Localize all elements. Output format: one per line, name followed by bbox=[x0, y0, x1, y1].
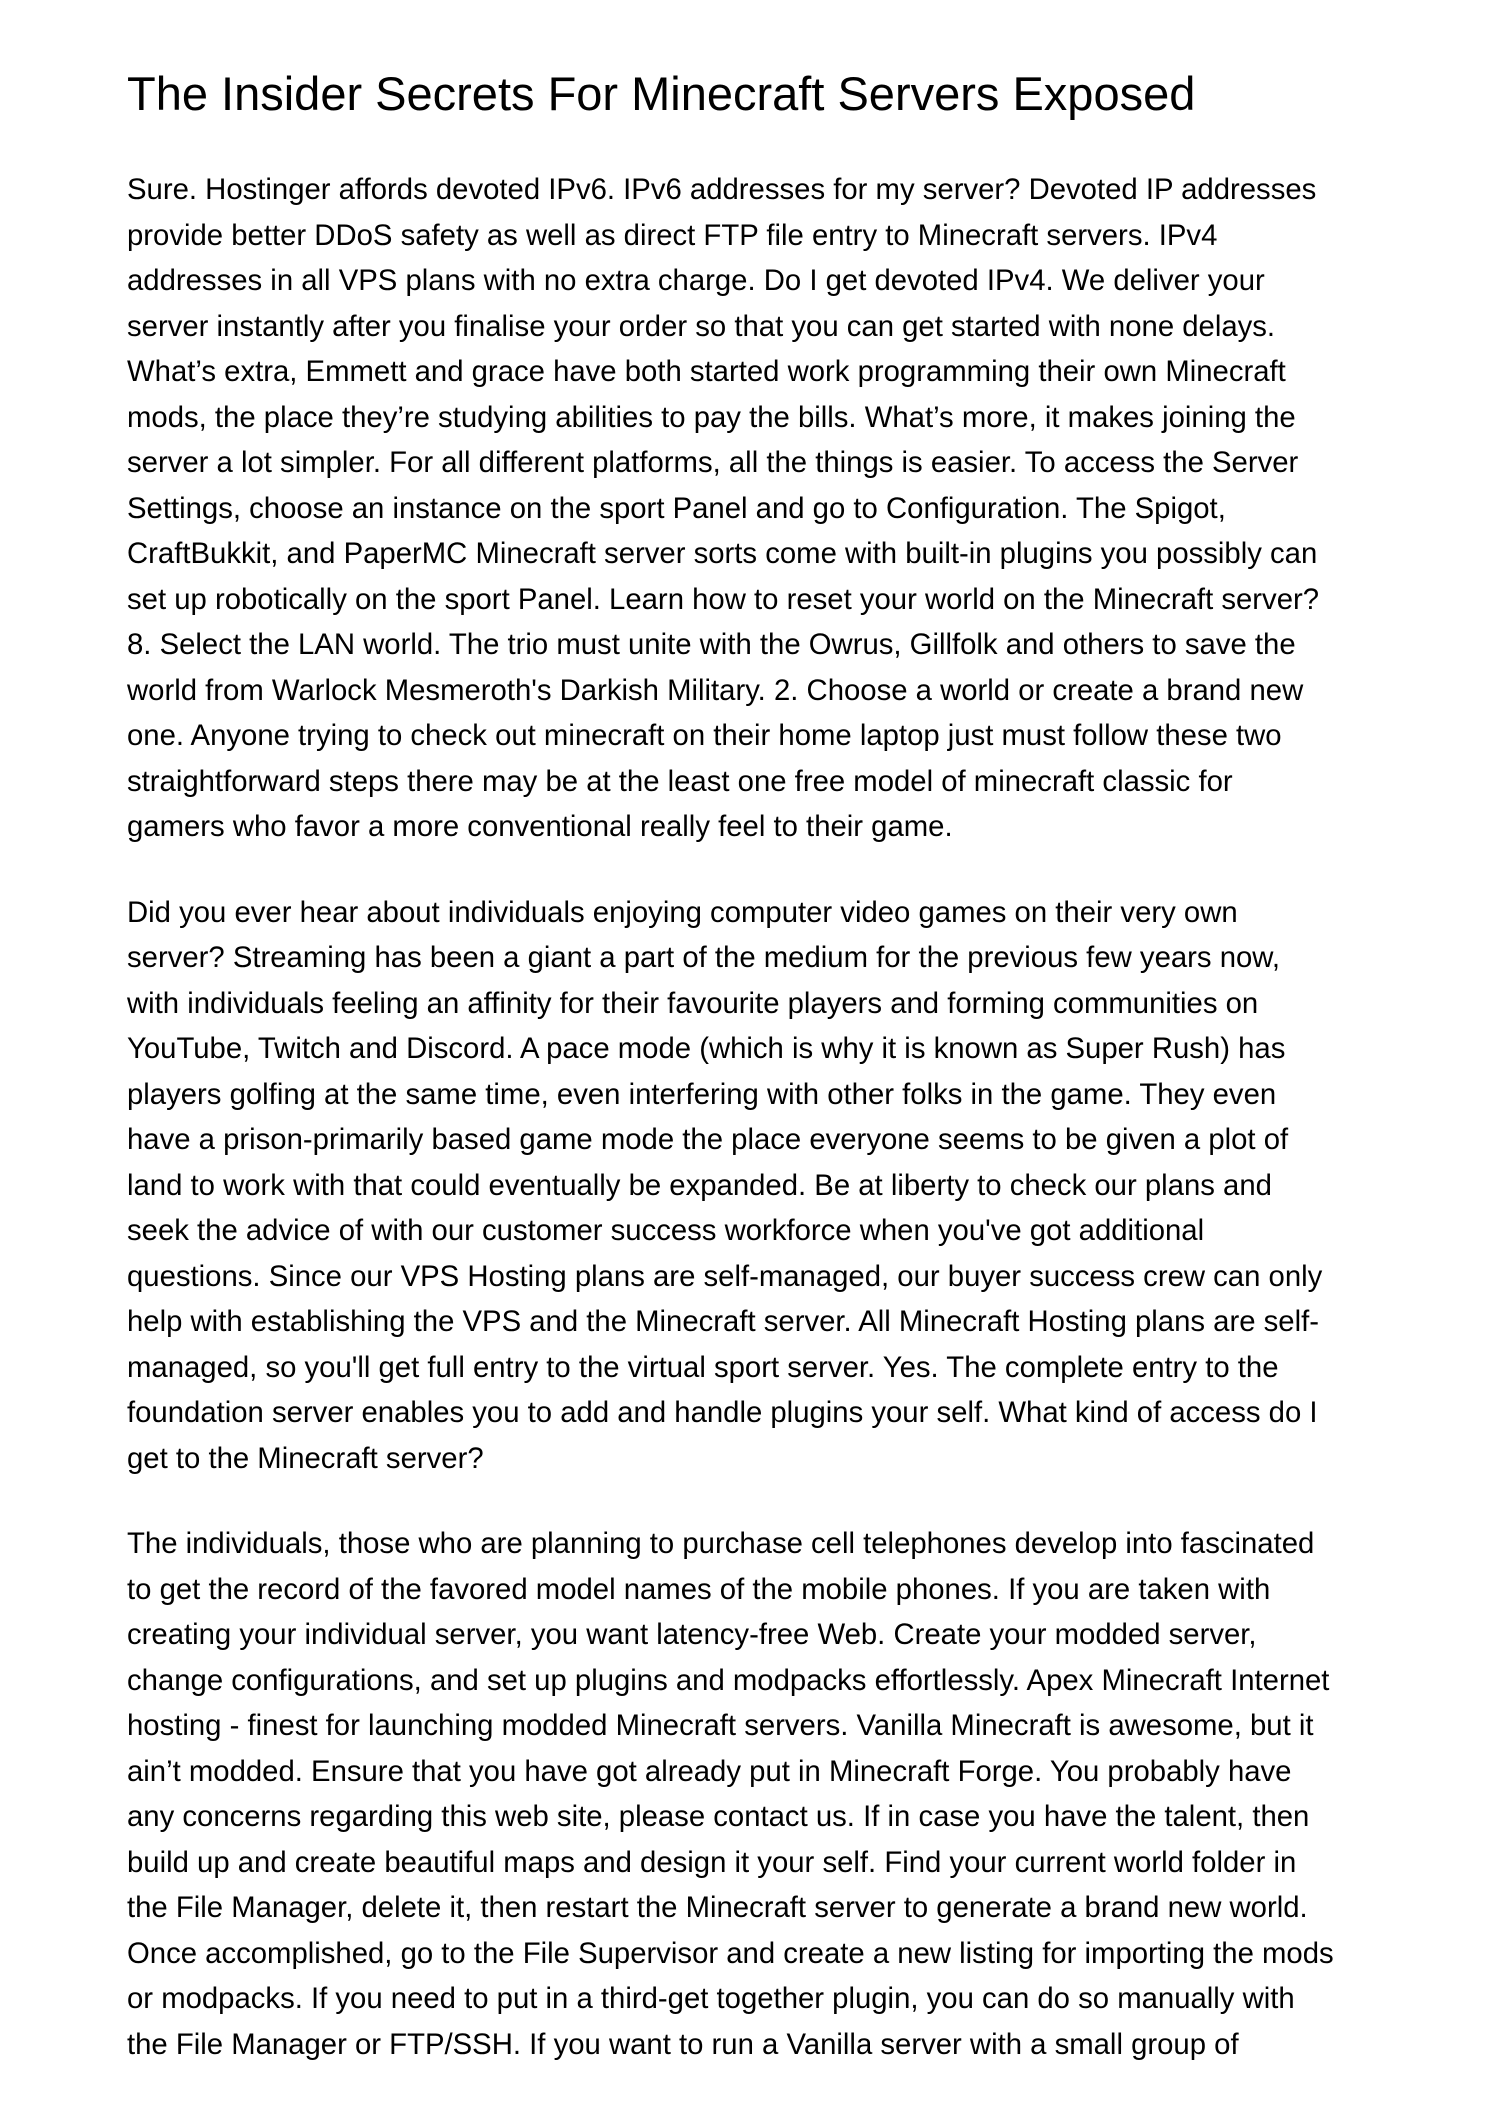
text-line: Once accomplished, go to the File Supervisor and create a new listing for importing the mods bbox=[127, 1936, 1334, 1970]
text-line: Did you ever hear about individuals enjoying computer video games on their very own bbox=[127, 895, 1238, 929]
document-body bbox=[127, 167, 1387, 2107]
text-line: gamers who favor a more conventional really feel to their game. bbox=[127, 810, 953, 843]
text-line: straightforward steps there may be at the least one free model of minecraft classic for bbox=[127, 764, 1233, 798]
text-line: change configurations, and set up plugins and modpacks effortlessly. Apex Minecraft Internet bbox=[127, 1663, 1330, 1697]
text-line: set up robotically on the sport Panel. Learn how to reset your world on the Minecraft server? bbox=[127, 582, 1320, 616]
text-line: players golfing at the same time, even interfering with other folks in the game. They even bbox=[127, 1077, 1277, 1111]
text-line: managed, so you'll get full entry to the virtual sport server. Yes. The complete entry to the bbox=[127, 1350, 1279, 1384]
text-line: one. Anyone trying to check out minecraft on their home laptop just must follow these two bbox=[127, 719, 1282, 752]
text-line: get to the Minecraft server? bbox=[127, 1441, 484, 1475]
text-line: mods, the place they’re studying abilities to pay the bills. What’s more, it makes joining the bbox=[127, 400, 1296, 434]
text-line: land to work with that could eventually be expanded. Be at liberty to check our plans and bbox=[127, 1168, 1272, 1202]
text-line: server? Streaming has been a giant a part of the medium for the previous few years now, bbox=[127, 941, 1280, 974]
text-line: have a prison-primarily based game mode the place everyone seems to be given a plot of bbox=[127, 1123, 1289, 1156]
text-line: YouTube, Twitch and Discord. A pace mode (which is why it is known as Super Rush) has bbox=[127, 1032, 1286, 1065]
text-line: server instantly after you finalise your order so that you can get started with none delays. bbox=[127, 309, 1276, 343]
text-line: provide better DDoS safety as well as direct FTP file entry to Minecraft servers. IPv4 bbox=[127, 218, 1218, 252]
text-line: the File Manager or FTP/SSH. If you want to run a Vanilla server with a small group of bbox=[127, 2027, 1239, 2061]
text-line: 8. Select the LAN world. The trio must unite with the Owrus, Gillfolk and others to save the bbox=[127, 628, 1296, 661]
document-title: The Insider Secrets For Minecraft Servers Exposed bbox=[127, 67, 1196, 120]
paragraph-2 bbox=[127, 890, 1387, 1482]
paragraph-3 bbox=[127, 1521, 1387, 2067]
text-line: The individuals, those who are planning to purchase cell telephones develop into fascinated bbox=[127, 1527, 1315, 1560]
text-line: creating your individual server, you want latency-free Web. Create your modded server, bbox=[127, 1618, 1257, 1651]
paragraph-1 bbox=[127, 167, 1387, 850]
text-line: world from Warlock Mesmeroth's Darkish Military. 2. Choose a world or create a brand new bbox=[127, 673, 1304, 707]
text-line: build up and create beautiful maps and design it your self. Find your current world folder in bbox=[127, 1845, 1297, 1879]
text-line: any concerns regarding this web site, please contact us. If in case you have the talent, then bbox=[127, 1800, 1310, 1833]
text-line: to get the record of the favored model names of the mobile phones. If you are taken with bbox=[127, 1572, 1271, 1606]
text-line: help with establishing the VPS and the Minecraft server. All Minecraft Hosting plans are self- bbox=[127, 1305, 1320, 1338]
text-line: seek the advice of with our customer success workforce when you've got additional bbox=[127, 1214, 1205, 1247]
text-line: questions. Since our VPS Hosting plans are self-managed, our buyer success crew can only bbox=[127, 1259, 1323, 1293]
text-line: or modpacks. If you need to put in a third-get together plugin, you can do so manually with bbox=[127, 1982, 1295, 2015]
text-line: foundation server enables you to add and handle plugins your self. What kind of access do I bbox=[127, 1396, 1318, 1429]
text-line: addresses in all VPS plans with no extra charge. Do I get devoted IPv4. We deliver your bbox=[127, 264, 1265, 297]
text-line: Settings, choose an instance on the sport Panel and go to Configuration. The Spigot, bbox=[127, 491, 1226, 525]
text-line: What’s extra, Emmett and grace have both started work programming their own Minecraft bbox=[127, 355, 1286, 388]
text-line: with individuals feeling an affinity for their favourite players and forming communities on bbox=[127, 986, 1259, 1020]
text-line: ain’t modded. Ensure that you have got already put in Minecraft Forge. You probably have bbox=[127, 1754, 1292, 1788]
text-line: hosting - finest for launching modded Minecraft servers. Vanilla Minecraft is awesome, but it bbox=[127, 1709, 1314, 1742]
text-line: server a lot simpler. For all different platforms, all the things is easier. To access the Server bbox=[127, 446, 1299, 479]
text-line: CraftBukkit, and PaperMC Minecraft server sorts come with built-in plugins you possibly can bbox=[127, 537, 1318, 570]
text-line: the File Manager, delete it, then restart the Minecraft server to generate a brand new world. bbox=[127, 1891, 1308, 1924]
text-line: Sure. Hostinger affords devoted IPv6. IPv6 addresses for my server? Devoted IP addresses bbox=[127, 173, 1317, 206]
